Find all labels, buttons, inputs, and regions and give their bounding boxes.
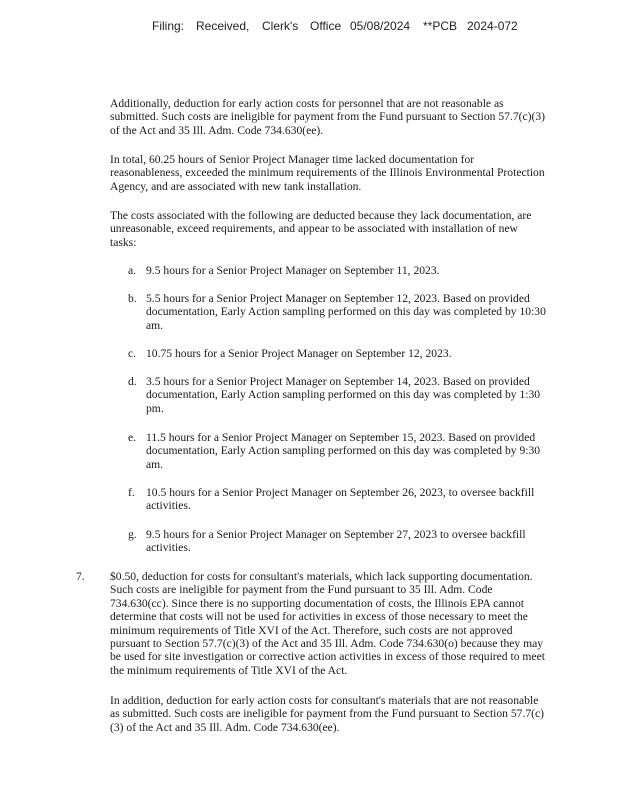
list-text: 9.5 hours for a Senior Project Manager on September 27, 2023 to oversee backfill activities.: [146, 528, 526, 555]
list-text: 5.5 hours for a Senior Project Manager on September 12, 2023. Based on provided documentation, Early Action sampling performed on this day was completed by 10:30 am.: [146, 292, 546, 332]
list-letter: d.: [128, 375, 137, 388]
header-received: Received,: [196, 19, 250, 33]
list-letter: b.: [128, 292, 137, 305]
header-office: Office: [310, 19, 342, 33]
list-letter: a.: [128, 264, 137, 277]
list-letter: c.: [128, 347, 137, 360]
paragraph-total-hours: In total, 60.25 hours of Senior Project Manager time lacked documentation for reasonableness, exceeded the minimum requirements of the Illinois Environmental Protection Agency, and are associated with new tank installation.: [110, 153, 545, 193]
header-date: 05/08/2024: [350, 19, 411, 33]
header-pcb: **PCB: [423, 19, 458, 33]
list-text: 3.5 hours for a Senior Project Manager on September 14, 2023. Based on provided documentation, Early Action sampling performed on this day was completed by 1:30 pm.: [146, 375, 541, 415]
item-number: 7.: [76, 570, 85, 583]
list-text: 10.5 hours for a Senior Project Manager on September 26, 2023, to oversee backfill activities.: [146, 486, 535, 513]
header-clerks: Clerk's: [262, 19, 299, 33]
header-filing: Filing:: [152, 19, 185, 33]
item-text: $0.50, deduction for costs for consultant's materials, which lack supporting documentation. Such costs are ineligible for payment from the Fund pursuant to 35 Ill. Adm. Code 734.630(cc). Since there is no supporting documentation of costs, the Illinois EPA cannot determine that costs will not be used for activities in excess of those necessary to meet the minimum requirements of Title XVI of the Act. Therefore, such costs are not approved pursuant to Section 57.7(c)(3) of the Act and 35 Ill. Adm. Code 734.630(o) because they may be used for site investigation or corrective action activities in excess of those required to meet the minimum requirements of Title XVI of the Act.: [110, 570, 545, 677]
list-letter: e.: [128, 431, 137, 444]
paragraph-early-action-personnel: Additionally, deduction for early action costs for personnel that are not reasonable as submitted. Such costs are ineligible for payment from the Fund pursuant to Section 57.7(c)(3) of the Act and 35 Ill. Adm. Code 734.630(ee).: [110, 97, 545, 137]
header-docket: 2024-072: [467, 19, 518, 33]
list-text: 11.5 hours for a Senior Project Manager on September 15, 2023. Based on provided documentation, Early Action sampling performed on this day was completed by 9:30 am.: [146, 431, 541, 471]
paragraph-consultant-materials-addition: In addition, deduction for early action costs for consultant's materials that are not reasonable as submitted. Such costs are ineligible for payment from the Fund pursuant to Section 57.7(c)(3) of the Act and 35 Ill. Adm. Code 734.630(ee).: [110, 694, 545, 734]
list-text: 10.75 hours for a Senior Project Manager on September 12, 2023.: [146, 347, 452, 360]
list-text: 9.5 hours for a Senior Project Manager on September 11, 2023.: [146, 264, 440, 277]
list-letter: g.: [128, 528, 137, 541]
list-letter: f.: [128, 486, 135, 499]
paragraph-deducted-costs-intro: The costs associated with the following are deducted because they lack documentation, are unreasonable, exceed requirements, and appear to be associated with installation of new tasks:: [110, 209, 532, 249]
